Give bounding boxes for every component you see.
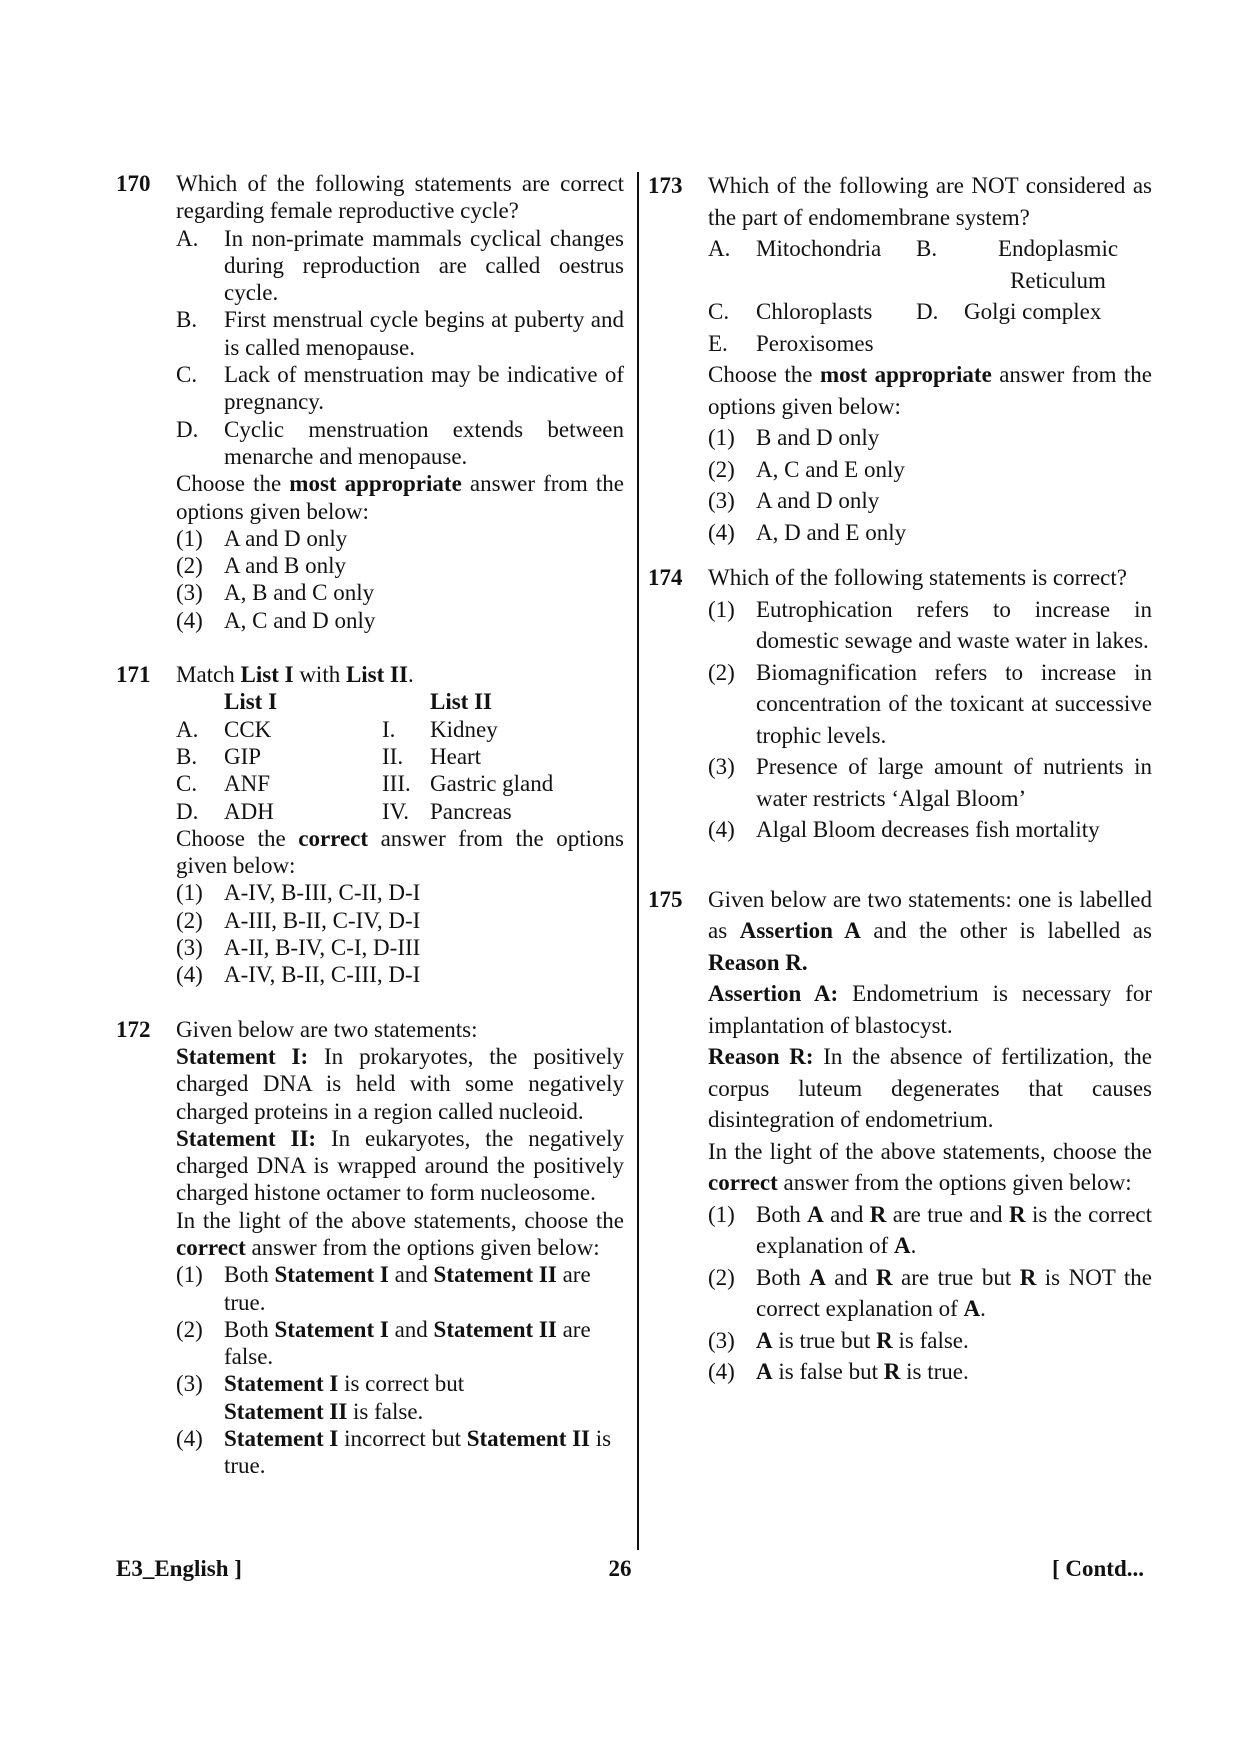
answer-option[interactable]: (3) A-II, B-IV, C-I, D-III xyxy=(176,935,421,961)
answer-option[interactable]: (2) A and B only xyxy=(176,553,347,579)
answer-option[interactable]: (1) A and D only xyxy=(176,525,348,551)
answer-option[interactable]: (4) A, C and D only xyxy=(176,607,376,633)
answer-option[interactable]: (1) Both Statement I and Statement II are true. xyxy=(176,1262,591,1315)
question-number: 170 xyxy=(116,171,151,196)
question-number: 174 xyxy=(648,565,683,590)
answer-option[interactable]: (4) A-IV, B-II, C-III, D-I xyxy=(176,962,421,988)
question-stem: Which of the following statements is correct? xyxy=(708,565,1127,590)
list-header: List I xyxy=(224,689,278,715)
question-number: 172 xyxy=(116,1016,151,1042)
answer-option[interactable]: (2) Both A and R are true but R is NOT the correct explanation of A. xyxy=(708,1264,1152,1321)
item-grid: A. Mitochondria B. Endoplasmic Reticulum C. Chloroplasts D. Golgi complex E. Peroxisomes xyxy=(708,236,1119,356)
answer-option[interactable]: (3) A, B and C only xyxy=(176,580,375,606)
instruction: In the light of the above statements, choose the correct answer from the options given below: xyxy=(176,1207,624,1260)
statement-item xyxy=(176,306,624,361)
instruction: Choose the correct answer from the options given below: xyxy=(176,825,624,879)
list-header: List II xyxy=(430,689,492,715)
instruction: Choose the most appropriate answer from the options given below: xyxy=(708,362,1152,419)
question-174 xyxy=(648,562,1152,846)
right-column xyxy=(648,170,1152,1388)
statement-two: Statement II: In eukaryotes, the negatively charged DNA is wrapped around the positively charged histone octamer to form nucleosome. xyxy=(176,1125,624,1206)
question-stem: Match List I with List II. xyxy=(176,662,414,688)
item-label: A. xyxy=(176,225,199,251)
answer-option[interactable]: (3) A is true but R is false. xyxy=(708,1327,969,1353)
statement-item xyxy=(176,225,624,307)
question-175 xyxy=(648,884,1152,1388)
assertion: Assertion A: Endometrium is necessary for implantation of blastocyst. xyxy=(708,981,1152,1038)
answer-option[interactable]: (2) A, C and E only xyxy=(708,456,905,482)
item-text: Lack of menstruation may be indicative of pregnancy. xyxy=(224,362,624,415)
item-text: In non-primate mammals cyclical changes during reproduction are called oestrus cycle. xyxy=(224,225,624,306)
reason: Reason R: In the absence of fertilization, the corpus luteum degenerates that causes disintegration of endometrium. xyxy=(708,1044,1152,1132)
item-label: C. xyxy=(176,362,198,388)
question-stem: Which of the following are NOT considered as the part of endomembrane system? xyxy=(708,173,1152,230)
item-text: First menstrual cycle begins at puberty and is called menopause. xyxy=(224,307,624,360)
answer-option[interactable]: (1) Both A and R are true and R is the correct explanation of A. xyxy=(708,1201,1153,1258)
instruction: In the light of the above statements, choose the correct answer from the options given below: xyxy=(708,1138,1152,1195)
statement-item xyxy=(176,416,624,471)
answer-option[interactable]: (4) A, D and E only xyxy=(708,519,907,545)
footer-paper-code: E3_English ] xyxy=(116,1556,242,1581)
question-number: 171 xyxy=(116,662,151,688)
item-label: B. xyxy=(176,307,198,333)
answer-option[interactable]: (2) Biomagnification refers to increase in concentration of the toxicant at successive trophic levels. xyxy=(708,659,1152,748)
question-number: 173 xyxy=(648,173,683,198)
item-text: Cyclic menstruation extends between menarche and menopause. xyxy=(224,416,624,469)
answer-option[interactable]: (3) Statement I is correct but Statement II is false. xyxy=(176,1371,465,1424)
statement-one: Statement I: In prokaryotes, the positively charged DNA is held with some negatively charged proteins in a region called nucleoid. xyxy=(176,1043,624,1124)
question-stem: Which of the following statements are correct regarding female reproductive cycle? xyxy=(176,171,624,224)
answer-option[interactable]: (3) A and D only xyxy=(708,488,880,513)
answer-option[interactable]: (4) A is false but R is true. xyxy=(708,1359,969,1384)
question-173 xyxy=(648,170,1152,548)
answer-option[interactable]: (1) B and D only xyxy=(708,425,880,450)
instruction: Choose the most appropriate answer from the options given below: xyxy=(176,471,624,524)
answer-option[interactable]: (1) Eutrophication refers to increase in domestic sewage and waste water in lakes. xyxy=(708,596,1152,653)
left-column xyxy=(116,170,624,1480)
question-170 xyxy=(116,170,624,634)
answer-option[interactable]: (3) Presence of large amount of nutrients in water restricts ‘Algal Bloom’ xyxy=(708,754,1152,811)
footer-page-number: 26 xyxy=(608,1556,632,1581)
match-table: List I List II A. CCK I. Kidney B. GIP II. Heart C. ANF III. Gastric gland D. ADH IV. Pancreas xyxy=(176,688,624,824)
question-171 xyxy=(116,661,624,989)
column-divider xyxy=(637,172,639,1550)
answer-option[interactable]: (2) A-III, B-II, C-IV, D-I xyxy=(176,907,421,933)
footer-contd: [ Contd... xyxy=(1051,1556,1144,1581)
question-stem: Given below are two statements: one is labelled as Assertion A and the other is labelled as Reason R. xyxy=(708,886,1152,975)
answer-option[interactable]: (4) Statement I incorrect but Statement II is true. xyxy=(176,1426,612,1479)
statement-item xyxy=(176,361,624,416)
item-label: D. xyxy=(176,416,199,442)
question-172 xyxy=(116,1016,624,1480)
answer-option[interactable]: (4) Algal Bloom decreases fish mortality xyxy=(708,817,1100,842)
answer-option[interactable]: (2) Both Statement I and Statement II are false. xyxy=(176,1316,591,1370)
answer-option[interactable]: (1) A-IV, B-III, C-II, D-I xyxy=(176,880,421,906)
question-number: 175 xyxy=(648,886,683,912)
question-stem: Given below are two statements: xyxy=(176,1016,478,1042)
